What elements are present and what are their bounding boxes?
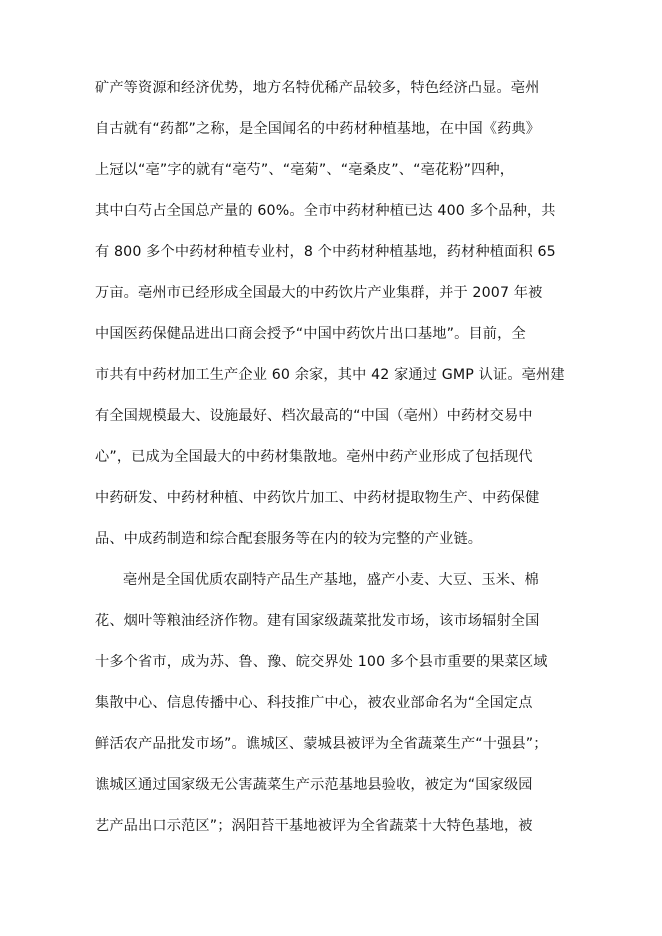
- text-line: 有 800 多个中药材种植专业村，8 个中药材种植基地，药材种植面积 65: [95, 244, 556, 260]
- text-line: 谯城区通过国家级无公害蔬菜生产示范基地县验收，被定为“国家级园: [95, 777, 533, 793]
- text-line: 集散中心、信息传播中心、科技推广中心，被农业部命名为“全国定点: [95, 695, 533, 711]
- paragraph-first-line: 亳州是全国优质农副特产品生产基地，盛产小麦、大豆、玉米、棉: [123, 572, 539, 588]
- text-line: 鲜活农产品批发市场”。谯城区、蒙城县被评为全省蔬菜生产“十强县”；: [95, 736, 548, 752]
- text-line: 上冠以“亳”字的就有“亳芍”、“亳菊”、“亳桑皮”、“亳花粉”四种，: [95, 162, 515, 178]
- text-line: 十多个省市，成为苏、鲁、豫、皖交界处 100 多个县市重要的果菜区域: [95, 654, 548, 670]
- text-line: 万亩。亳州市已经形成全国最大的中药饮片产业集群，并于 2007 年被: [95, 285, 543, 301]
- text-line: 自古就有“药都”之称，是全国闻名的中药材种植基地，在中国《药典》: [95, 121, 541, 137]
- text-line: 矿产等资源和经济优势，地方名特优稀产品较多，特色经济凸显。亳州: [95, 80, 540, 96]
- text-line: 艺产品出口示范区”；涡阳苔干基地被评为全省蔬菜十大特色基地，被: [95, 818, 533, 834]
- text-line: 中国医药保健品进出口商会授予“中国中药饮片出口基地”。目前，全: [95, 326, 526, 342]
- text-line: 品、中成药制造和综合配套服务等在内的较为完整的产业链。: [95, 531, 483, 547]
- text-line: 中药研发、中药材种植、中药饮片加工、中药材提取物生产、中药保健: [95, 490, 540, 506]
- text-line: 心”，已成为全国最大的中药材集散地。亳州中药产业形成了包括现代: [95, 449, 533, 465]
- text-line: 花、烟叶等粮油经济作物。建有国家级蔬菜批发市场，该市场辐射全国: [95, 613, 540, 629]
- text-line: 有全国规模最大、设施最好、档次最高的“中国（亳州）中药材交易中: [95, 408, 533, 424]
- text-line: 其中白芍占全国总产量的 60%。全市中药材种植已达 400 多个品种，共: [95, 203, 556, 219]
- text-line: 市共有中药材加工生产企业 60 余家，其中 42 家通过 GMP 认证。亳州建: [95, 367, 565, 383]
